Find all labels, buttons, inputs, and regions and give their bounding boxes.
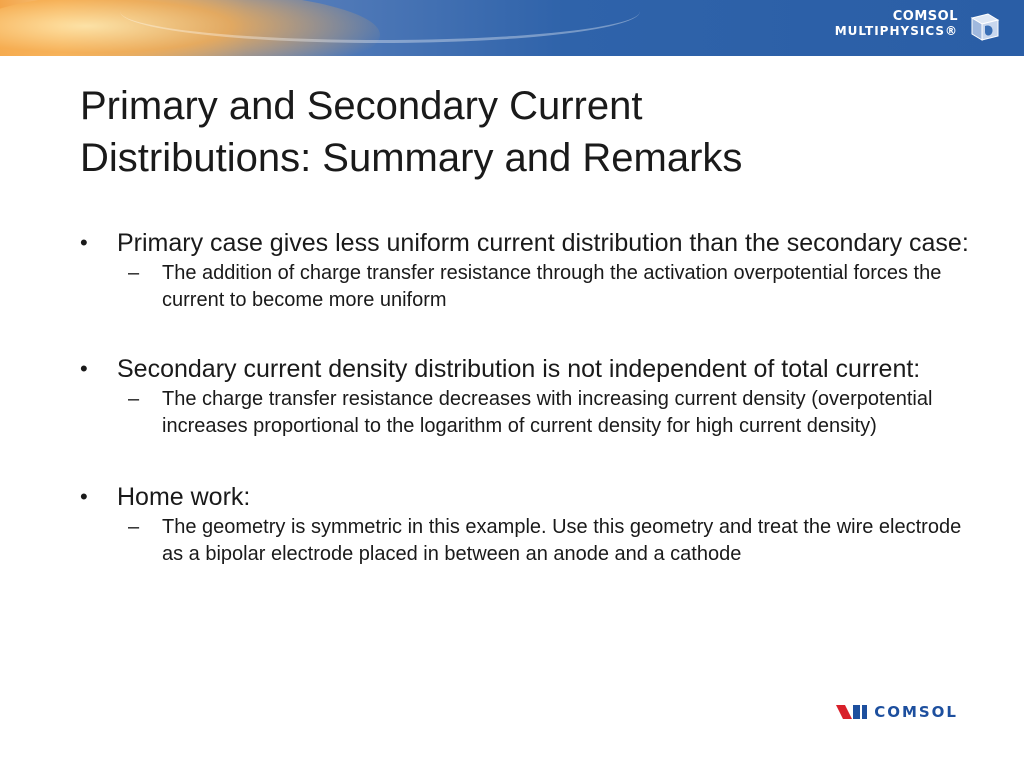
brand-logo-text bbox=[835, 10, 958, 38]
slide-content bbox=[80, 226, 980, 606]
sub-bullet-marker: – bbox=[128, 516, 140, 538]
brand-name: COMSOL bbox=[892, 9, 958, 24]
sub-bullet-item bbox=[80, 260, 980, 314]
footer-logo-text: COMSOL bbox=[874, 703, 958, 721]
bullet-group bbox=[80, 480, 980, 568]
bullet-text: Home work: bbox=[117, 483, 251, 511]
sub-bullet-text: The geometry is symmetric in this example. Use this geometry and treat the wire electrode as a bipolar electrode placed in between an anode and a cathode bbox=[162, 516, 962, 565]
bullet-text: Primary case gives less uniform current distribution than the secondary case: bbox=[117, 229, 969, 257]
footer-comsol-logo bbox=[836, 703, 958, 721]
slide-title-line-2: Distributions: Summary and Remarks bbox=[80, 136, 743, 180]
slide-title-line-1: Primary and Secondary Current bbox=[80, 84, 643, 128]
sub-bullet-text: The charge transfer resistance decreases with increasing current density (overpotential increases proportional to the logarithm of current density for high current density) bbox=[162, 388, 933, 437]
bullet-group bbox=[80, 352, 980, 440]
sub-bullet-item bbox=[80, 514, 980, 568]
comsol-logo-mark-icon bbox=[836, 703, 868, 721]
bullet-item bbox=[80, 226, 980, 260]
sub-bullet-item bbox=[80, 386, 980, 440]
bullet-text: Secondary current density distribution is not independent of total current: bbox=[117, 355, 921, 383]
slide-title bbox=[80, 80, 960, 184]
bullet-marker: • bbox=[80, 230, 88, 255]
comsol-cube-icon bbox=[968, 12, 1002, 42]
bullet-item bbox=[80, 480, 980, 514]
sub-bullet-text: The addition of charge transfer resistance through the activation overpotential forces the current to become more uniform bbox=[162, 262, 942, 311]
header-band bbox=[0, 0, 1024, 56]
bullet-marker: • bbox=[80, 356, 88, 381]
bullet-group bbox=[80, 226, 980, 314]
sub-bullet-marker: – bbox=[128, 388, 140, 410]
bullet-marker: • bbox=[80, 484, 88, 509]
sub-bullet-marker: – bbox=[128, 262, 140, 284]
brand-subtitle: MULTIPHYSICS® bbox=[834, 24, 958, 38]
bullet-item bbox=[80, 352, 980, 386]
